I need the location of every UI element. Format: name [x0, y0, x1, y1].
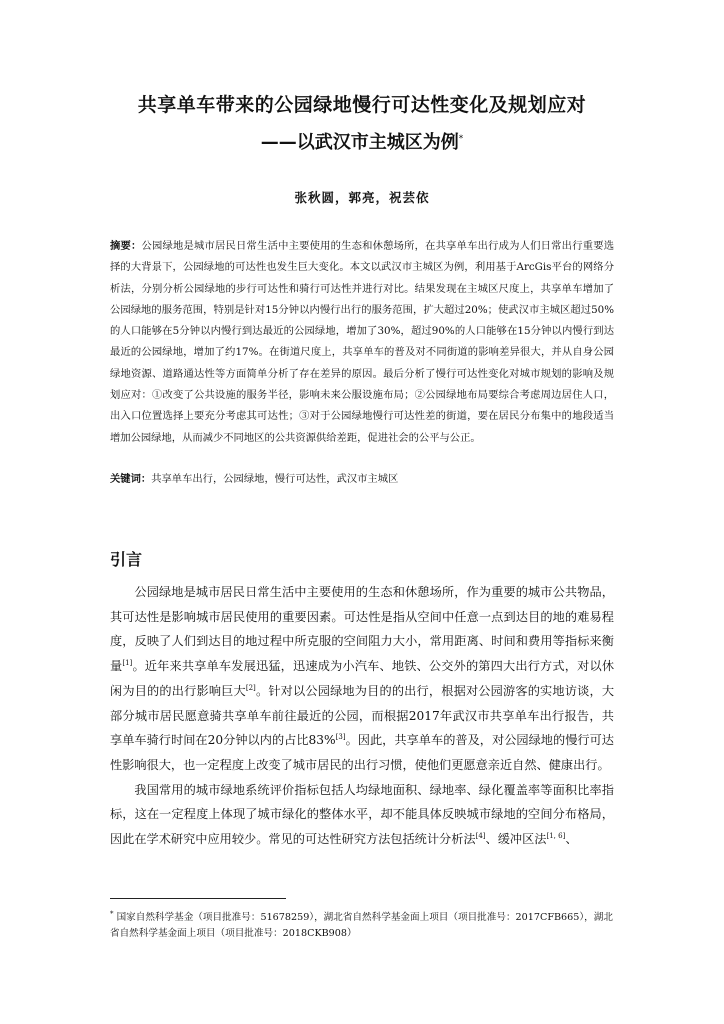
- abstract-text: 公园绿地是城市居民日常生活中主要使用的生态和休憩场所，在共享单车出行成为人们日常出行重要选择的大背景下，公园绿地的可达性也发生巨大变化。本文以武汉市主城区为例，利用基于ArcGis平台的网络分析法，分别分析公园绿地的步行可达性和骑行可达性并进行对比。结果发现在主城区尺度上，共享单车增加了公园绿地的服务范围，特别是针对15分钟以内慢行出行的服务范围，扩大超过20%；使武汉市主城区超过50%的人口能够在5分钟以内慢行到达最近的公园绿地，增加了30%，超过90%的人口能够在15分钟以内慢行到达最近的公园绿地，增加了约17%。在街道尺度上，共享单车的普及对不同街道的影响差异很大，并从自身公园绿地资源、道路通达性等方面简单分析了存在差异的原因。最后分析了慢行可达性变化对城市规划的影响及规划应对：①改变了公共设施的服务半径，影响未来公服设施布局；②公园绿地布局要综合考虑周边居住人口，出入口位置选择上要充分考虑其可达性；③对于公园绿地慢行可达性差的街道，要在居民分布集中的地段适当增加公园绿地，从而减少不同地区的公共资源供给差距，促进社会的公平与公正。: [110, 240, 615, 444]
- citation-4[interactable]: [4]: [475, 831, 486, 840]
- footnote-divider: [110, 898, 286, 899]
- citation-3[interactable]: [3]: [335, 733, 346, 742]
- citation-2[interactable]: [2]: [245, 683, 256, 692]
- abstract: [110, 236, 614, 449]
- citation-5[interactable]: [1, 6]: [546, 831, 566, 840]
- keywords-label: 关键词：: [110, 473, 152, 485]
- paper-title: [0, 90, 724, 117]
- paragraph-2-part-a: 我国常用的城市绿地系统评价指标包括人均绿地面积、绿地率、绿化覆盖率等面积比率指标，这在一定程度上体现了城市绿化的整体水平，却不能具体反映城市绿地的空间分布格局，因此在学术研究中应用较少。常见的可达性研究方法包括统计分析法: [110, 782, 614, 847]
- abstract-label: 摘要：: [110, 240, 142, 252]
- paragraph-2-part-b: 、缓冲区法: [485, 832, 547, 847]
- title-line-2: ——以武汉市主城区为例: [260, 132, 459, 153]
- paragraph-1-part-d: 。因此，共享单车的普及，对公园绿地的慢行可达性影响很大，也一定程度上改变了城市居民的出行习惯，使他们更愿意亲近自然、健康出行。: [110, 733, 614, 772]
- authors: 张秋圆，郭亮，祝芸依: [294, 190, 430, 205]
- title-footnote-mark: *: [458, 134, 464, 144]
- paragraph-1-part-c: 。针对以公园绿地为目的的出行，根据对公园游客的实地访谈，大部分城市居民愿意骑共享单车前往最近的公园，而根据2017年武汉市共享单车出行报告，共享单车骑行时间在20分钟以内的占比83%: [110, 683, 615, 748]
- keywords-text: 共享单车出行，公园绿地，慢行可达性，武汉市主城区: [151, 473, 399, 485]
- introduction-body: [110, 580, 614, 852]
- citation-1[interactable]: [1]: [122, 659, 133, 668]
- keywords: [110, 470, 614, 485]
- paragraph-1: [110, 580, 614, 778]
- footnote-mark: *: [110, 910, 114, 918]
- paragraph-2: [110, 778, 614, 852]
- funding-footnote: [110, 907, 620, 941]
- paper-subtitle: [0, 128, 724, 154]
- section-title-introduction: 引言: [110, 550, 143, 569]
- paragraph-1-part-a: 公园绿地是城市居民日常生活中主要使用的生态和休憩场所，作为重要的城市公共物品，其可达性是影响城市居民使用的重要因素。可达性是指从空间中任意一点到达目的地的难易程度，反映了人们到达目的地过程中所克服的空间阻力大小，常用距离、时间和费用等指标来衡量: [110, 585, 614, 674]
- footnote-text: 国家自然科学基金（项目批准号：51678259），湖北省自然科学基金面上项目（项目批准号：2017CFB665），湖北省自然科学基金面上项目（项目批准号：2018CKB908）: [110, 912, 613, 939]
- title-line-1: 共享单车带来的公园绿地慢行可达性变化及规划应对: [137, 94, 587, 116]
- paragraph-2-part-c: 、: [565, 832, 578, 847]
- paragraph-1-part-b: 。近年来共享单车发展迅猛，迅速成为小汽车、地铁、公交外的第四大出行方式，对以休闲为目的的出行影响巨大: [110, 659, 615, 698]
